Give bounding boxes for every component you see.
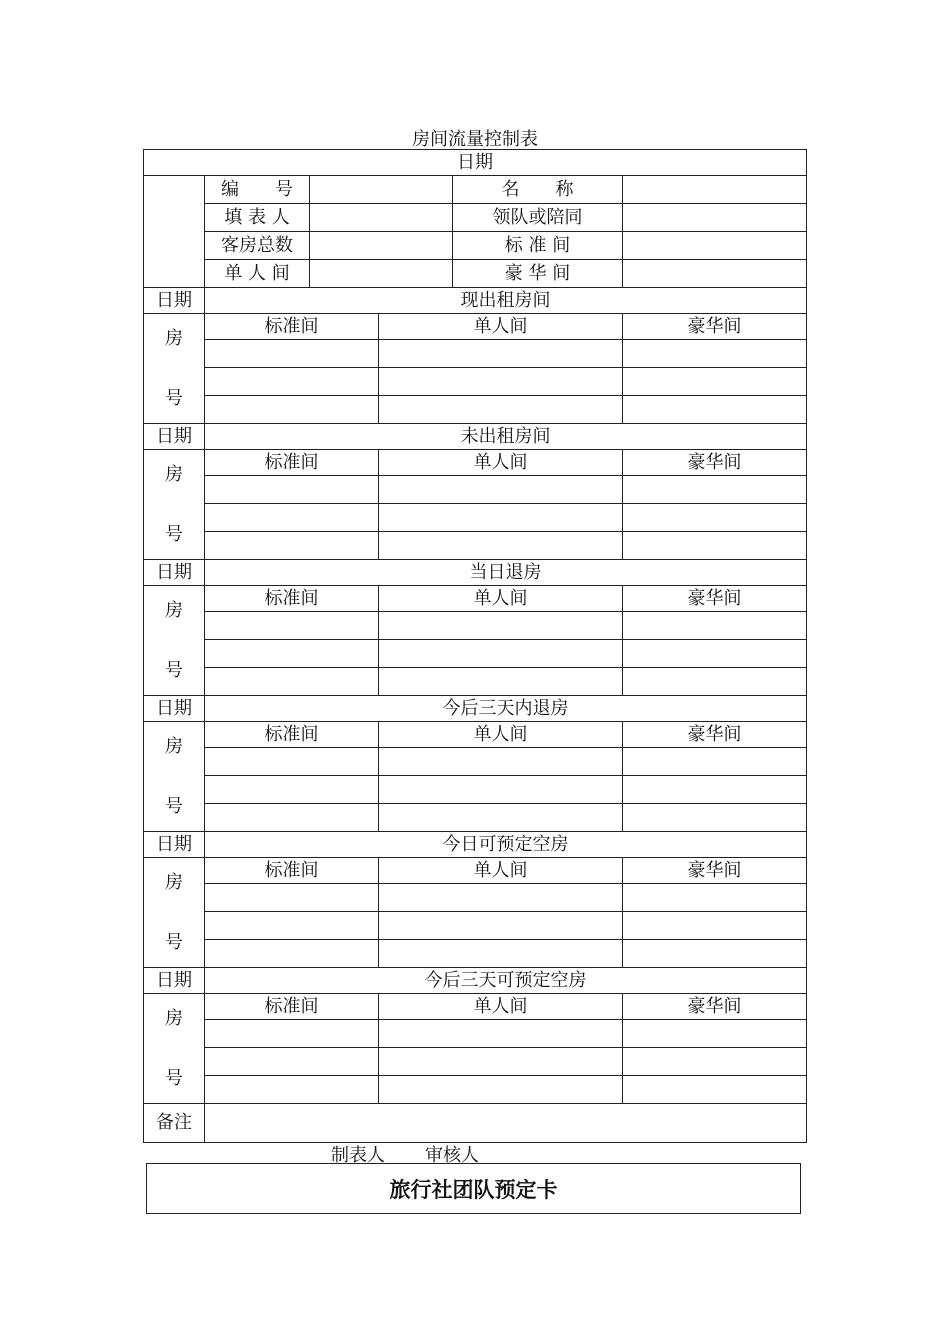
cell-standard[interactable] (205, 668, 379, 696)
room-label-char: 房 (165, 871, 183, 893)
field-label-standard: 标 准 间 (453, 232, 623, 260)
section-title: 今日可预定空房 (205, 832, 807, 858)
cell-single[interactable] (379, 532, 623, 560)
cell-single[interactable] (379, 912, 623, 940)
col-header-deluxe: 豪华间 (623, 722, 807, 748)
table-row (144, 668, 807, 696)
table-row (144, 612, 807, 640)
table-row (144, 1104, 807, 1143)
table-row (144, 396, 807, 424)
date-label: 日期 (144, 968, 205, 994)
room-number-label (144, 450, 205, 560)
cell-single[interactable] (379, 940, 623, 968)
reviewer-label: 审核人 (425, 1145, 479, 1166)
cell-standard[interactable] (205, 340, 379, 368)
table-row (144, 232, 807, 260)
field-value-standard[interactable] (623, 232, 807, 260)
table-row (144, 150, 807, 176)
col-header-single: 单人间 (379, 450, 623, 476)
col-header-deluxe: 豪华间 (623, 314, 807, 340)
col-header-deluxe: 豪华间 (623, 994, 807, 1020)
col-header-single: 单人间 (379, 858, 623, 884)
cell-standard[interactable] (205, 748, 379, 776)
field-value-number[interactable] (310, 176, 453, 204)
field-value-filler[interactable] (310, 204, 453, 232)
date-label: 日期 (144, 560, 205, 586)
table-row (144, 748, 807, 776)
table-row (144, 424, 807, 450)
room-label-char: 房 (165, 327, 183, 349)
cell-single[interactable] (379, 504, 623, 532)
room-number-label (144, 858, 205, 968)
table-row (144, 288, 807, 314)
field-label-filler: 填 表 人 (205, 204, 310, 232)
table-row (144, 340, 807, 368)
table-row (144, 968, 807, 994)
cell-deluxe[interactable] (623, 804, 807, 832)
number-label-char: 号 (165, 1067, 183, 1089)
number-label-char: 号 (165, 387, 183, 409)
table-body (144, 150, 807, 1143)
cell-standard[interactable] (205, 532, 379, 560)
cell-standard[interactable] (205, 804, 379, 832)
table-row (144, 858, 807, 884)
date-label: 日期 (144, 424, 205, 450)
field-value-name[interactable] (623, 176, 807, 204)
col-header-standard: 标准间 (205, 858, 379, 884)
table-row (144, 560, 807, 586)
section-title: 现出租房间 (205, 288, 807, 314)
table-row (144, 696, 807, 722)
col-header-deluxe: 豪华间 (623, 450, 807, 476)
cell-deluxe[interactable] (623, 748, 807, 776)
col-header-deluxe: 豪华间 (623, 586, 807, 612)
cell-single[interactable] (379, 368, 623, 396)
field-value-leader[interactable] (623, 204, 807, 232)
blank-cell (144, 176, 205, 288)
table-row (144, 314, 807, 340)
card-title: 旅行社团队预定卡 (389, 1177, 558, 1202)
maker-label: 制表人 (331, 1145, 385, 1166)
cell-single[interactable] (379, 640, 623, 668)
cell-standard[interactable] (205, 640, 379, 668)
room-number-label (144, 722, 205, 832)
number-label-char: 号 (165, 931, 183, 953)
col-header-deluxe: 豪华间 (623, 858, 807, 884)
field-value-total-rooms[interactable] (310, 232, 453, 260)
section-title: 今后三天内退房 (205, 696, 807, 722)
room-label-char: 房 (165, 599, 183, 621)
number-label-char: 号 (165, 795, 183, 817)
table-row (144, 776, 807, 804)
table-row (144, 994, 807, 1020)
card-title-box (146, 1163, 801, 1214)
cell-single[interactable] (379, 612, 623, 640)
cell-single[interactable] (379, 748, 623, 776)
table-row (144, 176, 807, 204)
cell-single[interactable] (379, 884, 623, 912)
cell-deluxe[interactable] (623, 532, 807, 560)
cell-standard[interactable] (205, 1048, 379, 1076)
table-row (144, 204, 807, 232)
table-row (144, 476, 807, 504)
cell-standard[interactable] (205, 1020, 379, 1048)
field-label-number: 编 号 (205, 176, 310, 204)
table-row (144, 912, 807, 940)
cell-standard[interactable] (205, 476, 379, 504)
cell-deluxe[interactable] (623, 340, 807, 368)
table-row (144, 586, 807, 612)
cell-deluxe[interactable] (623, 776, 807, 804)
col-header-single: 单人间 (379, 586, 623, 612)
cell-deluxe[interactable] (623, 504, 807, 532)
cell-deluxe[interactable] (623, 884, 807, 912)
cell-single[interactable] (379, 340, 623, 368)
cell-standard[interactable] (205, 884, 379, 912)
cell-deluxe[interactable] (623, 476, 807, 504)
room-label-char: 房 (165, 735, 183, 757)
col-header-standard: 标准间 (205, 314, 379, 340)
room-number-label (144, 586, 205, 696)
col-header-standard: 标准间 (205, 722, 379, 748)
col-header-standard: 标准间 (205, 586, 379, 612)
cell-single[interactable] (379, 476, 623, 504)
section-title: 未出租房间 (205, 424, 807, 450)
cell-deluxe[interactable] (623, 612, 807, 640)
table-row (144, 640, 807, 668)
table-row (144, 450, 807, 476)
cell-single[interactable] (379, 1048, 623, 1076)
cell-deluxe[interactable] (623, 940, 807, 968)
cell-deluxe[interactable] (623, 1076, 807, 1104)
cell-single[interactable] (379, 804, 623, 832)
col-header-single: 单人间 (379, 722, 623, 748)
room-flow-table (143, 149, 807, 1143)
cell-standard[interactable] (205, 776, 379, 804)
cell-standard[interactable] (205, 940, 379, 968)
date-label: 日期 (144, 832, 205, 858)
notes-value[interactable] (205, 1104, 807, 1143)
cell-deluxe[interactable] (623, 1020, 807, 1048)
section-title: 当日退房 (205, 560, 807, 586)
notes-label: 备注 (144, 1104, 205, 1143)
section-title: 今后三天可预定空房 (205, 968, 807, 994)
table-row (144, 1048, 807, 1076)
table-row (144, 940, 807, 968)
col-header-single: 单人间 (379, 314, 623, 340)
table-row (144, 884, 807, 912)
cell-single[interactable] (379, 396, 623, 424)
table-row (144, 368, 807, 396)
table-row (144, 722, 807, 748)
number-label-char: 号 (165, 523, 183, 545)
table-row (144, 1020, 807, 1048)
cell-standard[interactable] (205, 612, 379, 640)
table-row (144, 504, 807, 532)
cell-single[interactable] (379, 1020, 623, 1048)
room-number-label (144, 994, 205, 1104)
cell-standard[interactable] (205, 396, 379, 424)
col-header-standard: 标准间 (205, 994, 379, 1020)
cell-deluxe[interactable] (623, 1048, 807, 1076)
col-header-single: 单人间 (379, 994, 623, 1020)
field-label-name: 名 称 (453, 176, 623, 204)
cell-single[interactable] (379, 668, 623, 696)
field-label-total-rooms: 客房总数 (205, 232, 310, 260)
room-label-char: 房 (165, 1007, 183, 1029)
page-title: 房间流量控制表 (412, 129, 538, 150)
table-row (144, 804, 807, 832)
room-label-char: 房 (165, 463, 183, 485)
field-label-deluxe: 豪 华 间 (453, 260, 623, 288)
table-row (144, 832, 807, 858)
cell-deluxe[interactable] (623, 368, 807, 396)
field-label-single: 单 人 间 (205, 260, 310, 288)
field-label-leader: 领队或陪同 (453, 204, 623, 232)
cell-deluxe[interactable] (623, 396, 807, 424)
field-value-deluxe[interactable] (623, 260, 807, 288)
cell-deluxe[interactable] (623, 912, 807, 940)
room-number-label (144, 314, 205, 424)
table-row (144, 532, 807, 560)
cell-standard[interactable] (205, 912, 379, 940)
table-row (144, 260, 807, 288)
cell-single[interactable] (379, 776, 623, 804)
cell-deluxe[interactable] (623, 668, 807, 696)
field-value-single[interactable] (310, 260, 453, 288)
cell-deluxe[interactable] (623, 640, 807, 668)
date-label: 日期 (144, 150, 807, 176)
cell-standard[interactable] (205, 368, 379, 396)
cell-standard[interactable] (205, 1076, 379, 1104)
date-label: 日期 (144, 696, 205, 722)
cell-single[interactable] (379, 1076, 623, 1104)
date-label: 日期 (144, 288, 205, 314)
number-label-char: 号 (165, 659, 183, 681)
col-header-standard: 标准间 (205, 450, 379, 476)
cell-standard[interactable] (205, 504, 379, 532)
table-row (144, 1076, 807, 1104)
